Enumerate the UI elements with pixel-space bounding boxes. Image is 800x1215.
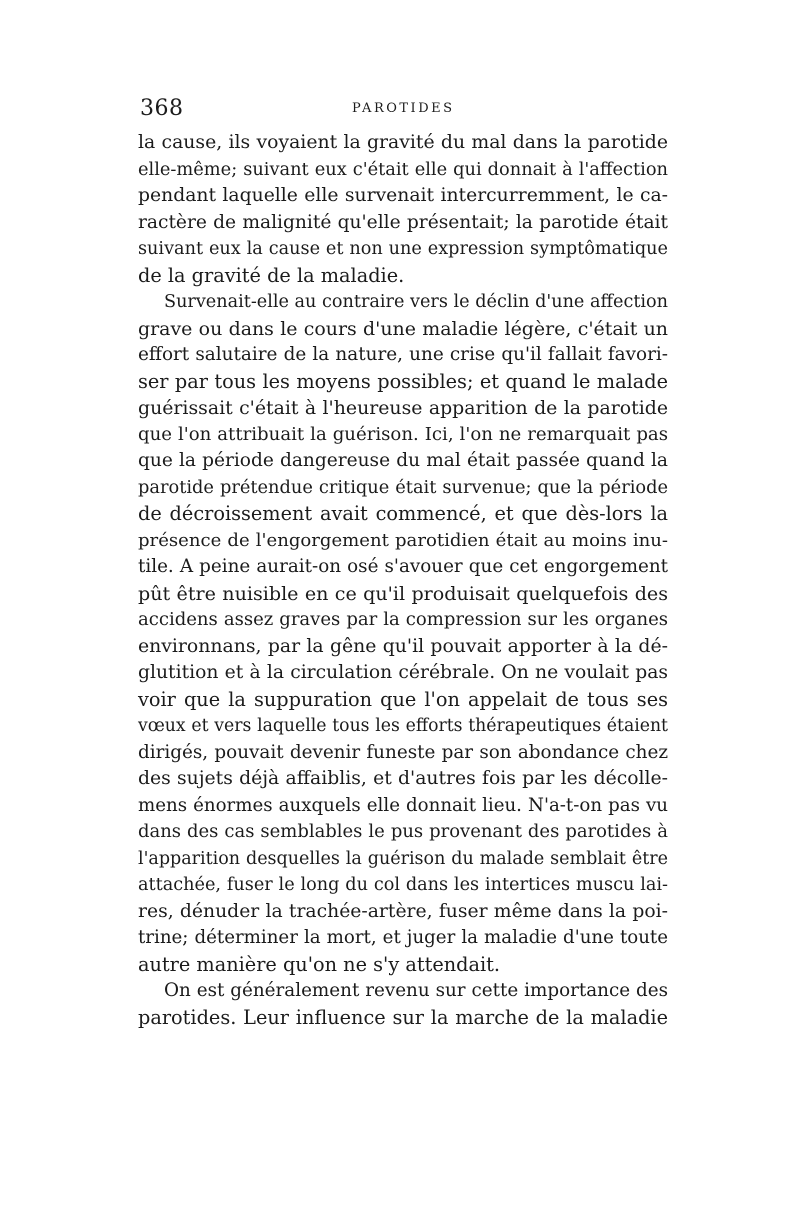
text-line: environnans, par la gêne qu'il pouvait apporter à la dé- xyxy=(138,635,668,657)
text-line: attachée, fuser le long du col dans les intertices muscu lai- xyxy=(138,875,668,895)
text-line: voir que la suppuration que l'on appelait de tous ses xyxy=(138,687,668,711)
text-line: de décroissement avait commencé, et que dès-lors la xyxy=(138,502,668,525)
text-line: l'apparition desquelles la guérison du malade semblait être xyxy=(138,848,668,869)
text-line: parotides. Leur influence sur la marche de la maladie xyxy=(138,1005,668,1029)
running-head: PAROTIDES xyxy=(352,101,455,116)
text-line: guérissait c'était à l'heureuse apparition de la parotide xyxy=(138,397,668,419)
text-line: grave ou dans le cours d'une maladie légère, c'était un xyxy=(138,317,668,340)
text-line: ractère de malignité qu'elle présentait; la parotide était xyxy=(138,211,668,233)
text-line: la cause, ils voyaient la gravité du mal dans la parotide xyxy=(138,132,668,153)
text-line: mens énormes auxquels elle donnait lieu. N'a-t-on pas vu xyxy=(138,794,668,816)
page-number: 368 xyxy=(140,96,184,121)
text-line: que l'on attribuait la guérison. Ici, l'on ne remarquait pas xyxy=(138,423,668,445)
text-line: suivant eux la cause et non une expression symptômatique xyxy=(138,239,668,259)
text-line: glutition et à la circulation cérébrale. On ne voulait pas xyxy=(138,662,668,683)
body-text xyxy=(138,130,668,1031)
text-line: trine; déterminer la mort, et juger la maladie d'une toute xyxy=(138,927,668,948)
text-line: dirigés, pouvait devenir funeste par son abondance chez xyxy=(138,741,668,763)
text-line: res, dénuder la trachée-artère, fuser même dans la poi- xyxy=(138,900,668,922)
text-line: présence de l'engorgement parotidien était au moins inu- xyxy=(138,529,668,551)
text-line: effort salutaire de la nature, une crise qu'il fallait favori- xyxy=(138,344,668,365)
page-header xyxy=(140,96,670,126)
text-line: pendant laquelle elle survenait intercurremment, le ca- xyxy=(138,185,668,206)
paragraph-start-line: Survenait-elle au contraire vers le déclin d'une affection xyxy=(164,292,668,312)
text-line: de la gravité de la maladie. xyxy=(138,263,405,287)
text-line: accidens assez graves par la compression sur les organes xyxy=(138,609,668,630)
text-line: dans des cas semblables le pus provenant des parotides à xyxy=(138,821,668,842)
text-line: que la période dangereuse du mal était passée quand la xyxy=(138,450,668,471)
text-line: autre manière qu'on ne s'y attendait. xyxy=(138,952,501,976)
paragraph-start-line: On est généralement revenu sur cette importance des xyxy=(164,980,668,1001)
text-line: vœux et vers laquelle tous les efforts thérapeutiques étaient xyxy=(138,716,668,736)
text-line: pût être nuisible en ce qu'il produisait quelquefois des xyxy=(138,581,668,605)
text-line: des sujets déjà affaiblis, et d'autres fois par les décolle- xyxy=(138,768,668,789)
text-line: elle-même; suivant eux c'était elle qui donnait à l'affection xyxy=(138,158,668,180)
text-line: ser par tous les moyens possibles; et quand le malade xyxy=(138,369,668,393)
text-line: tile. A peine aurait-on osé s'avouer que cet engorgement xyxy=(138,556,668,577)
text-line: parotide prétendue critique était survenue; que la période xyxy=(138,476,668,498)
